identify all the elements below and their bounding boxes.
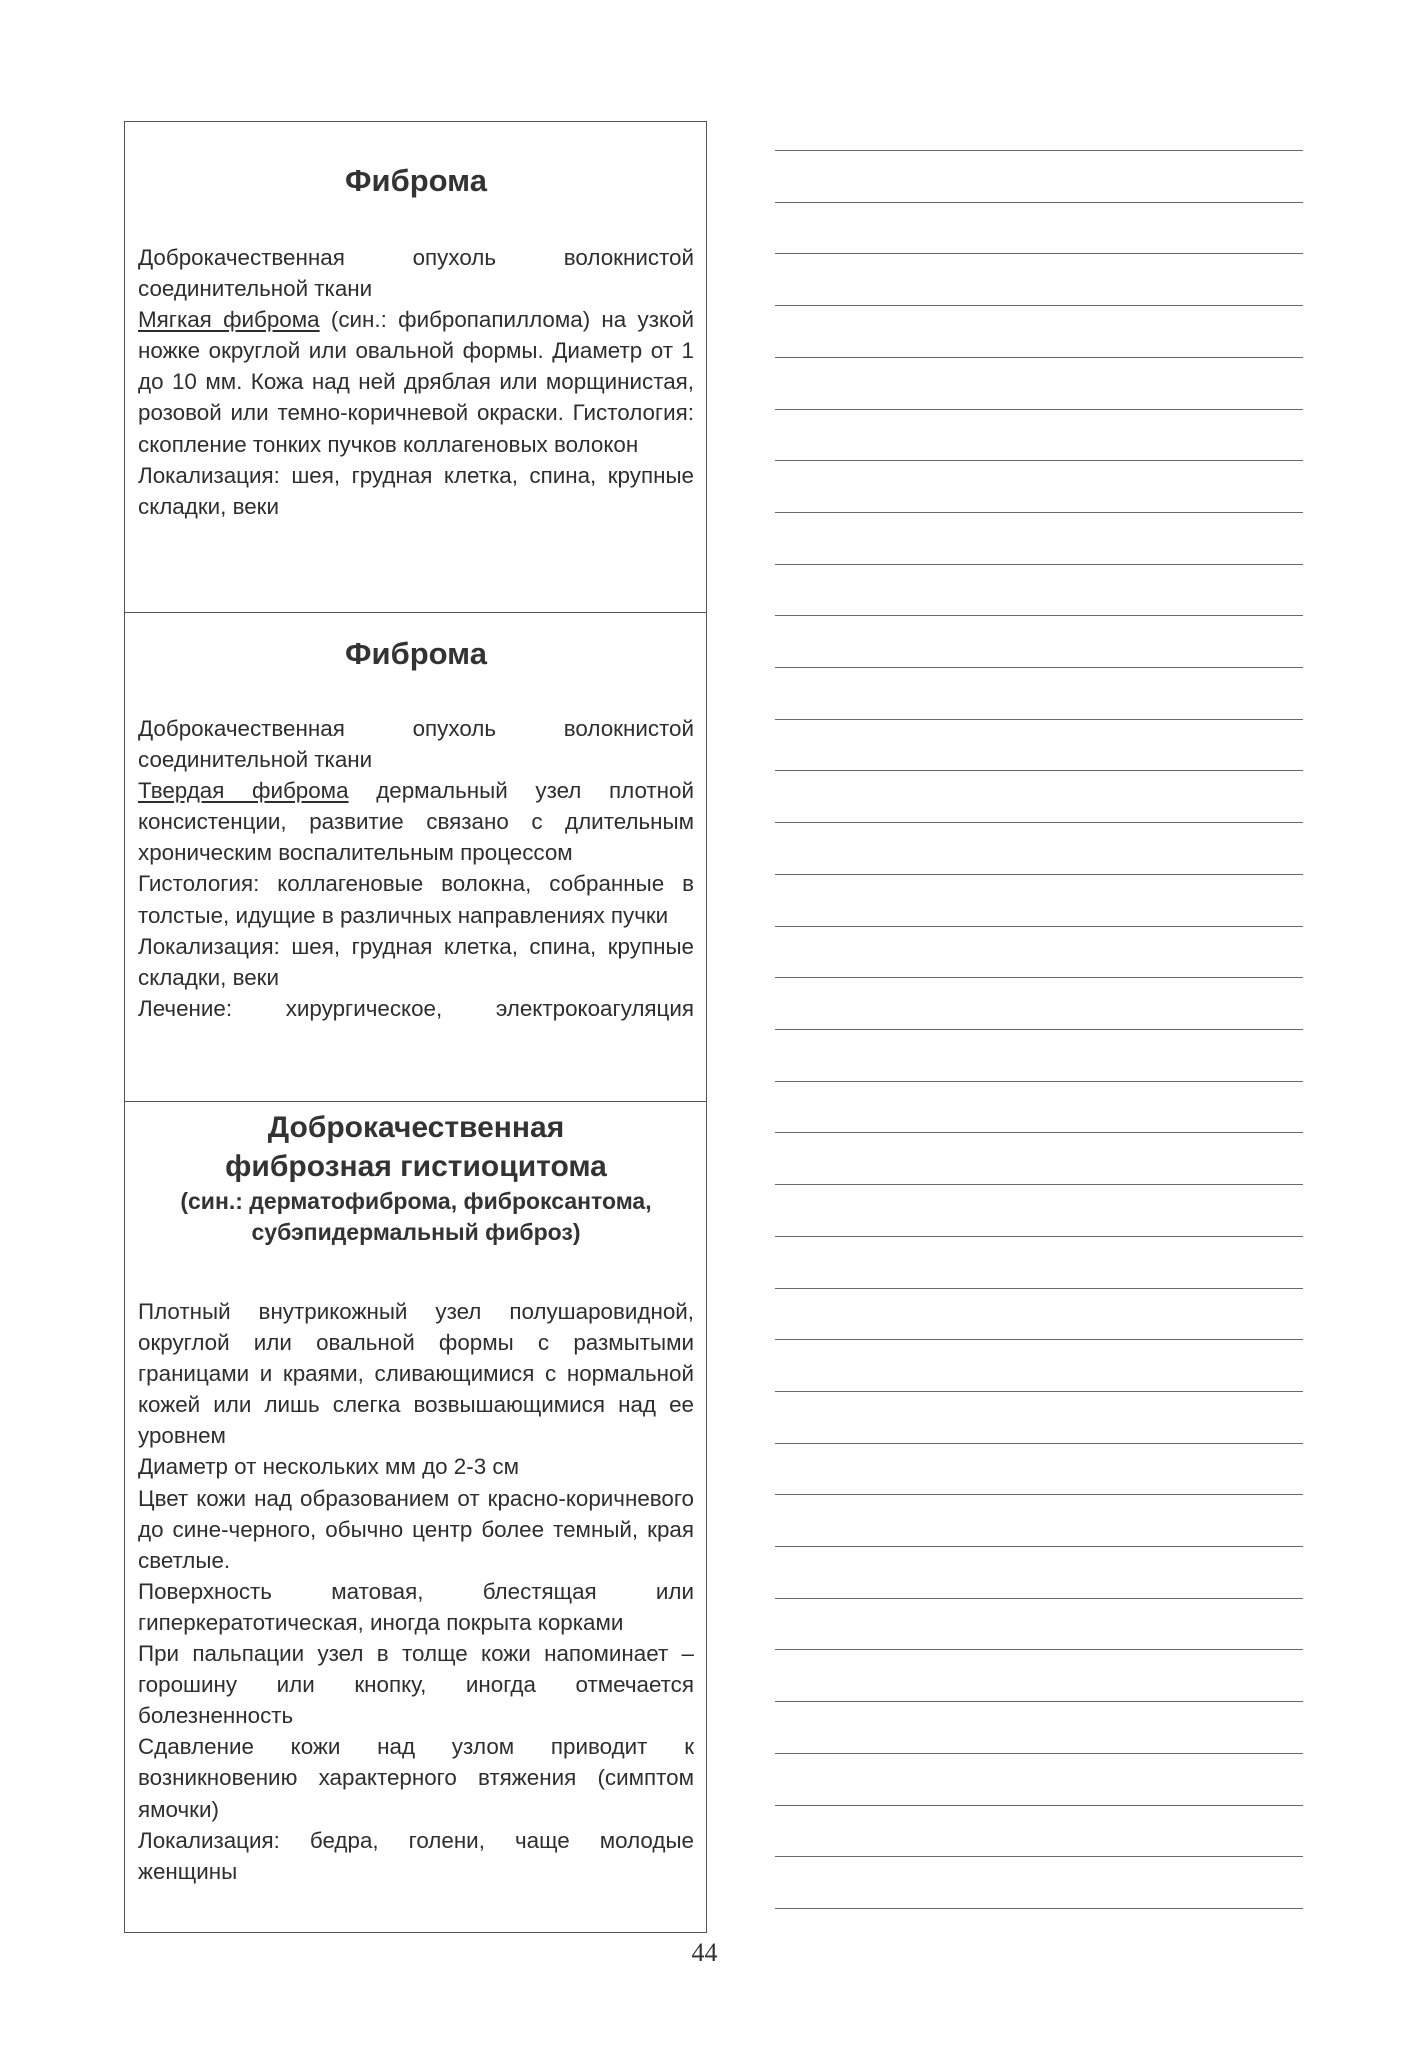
treatment-text: Лечение: хирургическое, электрокоагуляция	[138, 995, 694, 1021]
page-number: 44	[691, 1938, 718, 1967]
note-line	[775, 1184, 1303, 1185]
note-line	[775, 667, 1303, 668]
note-line	[775, 1701, 1303, 1702]
card-title: Фиброма	[345, 163, 487, 198]
note-line	[775, 615, 1303, 616]
note-line	[775, 1546, 1303, 1547]
description-paragraph: Цвет кожи над образованием от красно-коричневого до сине-черного, обычно центр более темный, края светлые.	[138, 1485, 694, 1573]
card-histiocytoma	[125, 1101, 706, 1933]
description-paragraph: Диаметр от нескольких мм до 2-3 см	[138, 1454, 519, 1480]
subtype-paragraph	[138, 304, 694, 459]
description-paragraph: Локализация: бедра, голени, чаще молодые женщины	[138, 1827, 694, 1884]
note-line	[775, 1908, 1303, 1909]
note-line	[775, 460, 1303, 461]
note-line	[775, 305, 1303, 306]
note-line	[775, 1649, 1303, 1650]
subtype-description: (син.: фибропапиллома) на узкой ножке округлой или овальной формы. Диаметр от 1 до 10 мм. Кожа над ней дряблая или морщинистая, розовой или темно-коричневой окраски. Гистология: скопление тонких пучков коллагеновых волокон	[138, 307, 694, 457]
subtype-description: дермальный узел плотной консистенции, развитие связано с длительным хроническим воспалительным процессом	[138, 778, 694, 866]
note-line	[775, 770, 1303, 771]
synonym-line: (син.: дерматофиброма, фиброксантома,	[180, 1188, 652, 1214]
card-title-line: Доброкачественная	[267, 1111, 565, 1144]
description-paragraph: Плотный внутрикожный узел полушаровидной, округлой или овальной формы с размытыми границами и краями, сливающимися с нормальной кожей или лишь слегка возвышающимися над ее уровнем	[138, 1299, 694, 1449]
notes-ruled-lines	[775, 150, 1303, 1910]
synonym-line: субэпидермальный фиброз)	[251, 1219, 581, 1245]
subtype-term: Твердая фиброма	[138, 778, 349, 804]
definition-text: Доброкачественная опухоль волокнистой соединительной ткани	[138, 716, 694, 773]
note-line	[775, 512, 1303, 513]
card-hard-fibroma	[125, 612, 706, 1101]
note-line	[775, 1236, 1303, 1237]
localization-text: Локализация: шея, грудная клетка, спина, крупные складки, веки	[138, 462, 694, 519]
note-line	[775, 1029, 1303, 1030]
card-soft-fibroma	[125, 122, 706, 612]
note-line	[775, 202, 1303, 203]
note-line	[775, 1288, 1303, 1289]
description-paragraph: При пальпации узел в толще кожи напоминает – горошину или кнопку, иногда отмечается болезненность	[138, 1641, 694, 1729]
description-paragraph: Поверхность матовая, блестящая или гиперкератотическая, иногда покрыта корками	[138, 1578, 694, 1635]
definition-text: Доброкачественная опухоль волокнистой соединительной ткани	[138, 245, 694, 302]
card-title: Фиброма	[345, 636, 487, 671]
note-line	[775, 1598, 1303, 1599]
subtype-paragraph	[138, 775, 694, 868]
note-line	[775, 1391, 1303, 1392]
note-line	[775, 253, 1303, 254]
note-line	[775, 1339, 1303, 1340]
card-title	[138, 1102, 694, 1186]
note-line	[775, 926, 1303, 927]
note-line	[775, 977, 1303, 978]
note-line	[775, 822, 1303, 823]
histology-text: Гистология: коллагеновые волокна, собранные в толстые, идущие в различных направлениях пучки	[138, 871, 694, 928]
note-line	[775, 1132, 1303, 1133]
card-body	[138, 242, 694, 522]
note-line	[775, 409, 1303, 410]
note-line	[775, 1443, 1303, 1444]
note-line	[775, 874, 1303, 875]
note-line	[775, 1081, 1303, 1082]
description-paragraph: Сдавление кожи над узлом приводит к возникновению характерного втяжения (симптом ямочки)	[138, 1734, 694, 1822]
note-line	[775, 357, 1303, 358]
note-line	[775, 1805, 1303, 1806]
subtype-term: Мягкая фиброма	[138, 307, 320, 333]
note-line	[775, 150, 1303, 151]
note-line	[775, 564, 1303, 565]
card-body	[138, 713, 694, 1024]
note-line	[775, 1494, 1303, 1495]
synonym-text	[138, 1186, 694, 1248]
note-line	[775, 719, 1303, 720]
note-line	[775, 1753, 1303, 1754]
note-line	[775, 1856, 1303, 1857]
localization-text: Локализация: шея, грудная клетка, спина, крупные складки, веки	[138, 933, 694, 990]
description-cards	[124, 121, 707, 1933]
card-body	[138, 1296, 694, 1887]
card-title-line: фиброзная гистиоцитома	[225, 1150, 607, 1183]
